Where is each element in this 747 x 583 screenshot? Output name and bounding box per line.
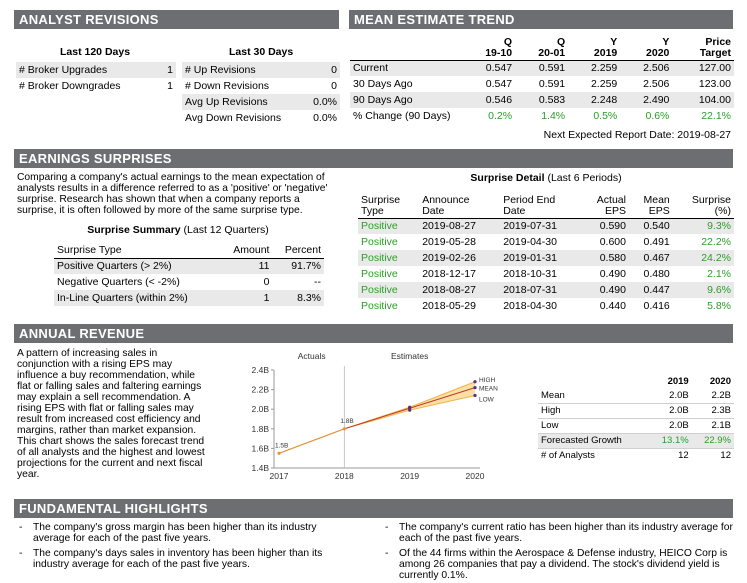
series-end-label: HIGH xyxy=(479,376,496,384)
table-header-row: 2019 2020 xyxy=(667,375,731,387)
high-line xyxy=(344,382,475,429)
highlight-item: - Of the 44 firms within the Aerospace & Defense industry, HEICO Corp is among 26 companies that pay a dividend. The stock's dividend yield is currently 0.1%. xyxy=(385,548,728,581)
x-tick-label: 2020 xyxy=(465,471,485,481)
earnings-surprises-header: EARNINGS SURPRISES xyxy=(14,149,733,168)
table-row: Positive 2018-12-17 2018-10-31 0.490 0.480 2.1% xyxy=(361,268,731,280)
low-line xyxy=(344,395,475,428)
y-tick-label: 2.4B xyxy=(251,365,269,375)
col-header: Y 2019 xyxy=(568,36,620,60)
table-row: 30 Days Ago 0.547 0.591 2.259 2.506 123.00 xyxy=(353,78,731,90)
estimate-range-band xyxy=(344,382,475,429)
row-label: Avg Down Revisions xyxy=(185,112,282,124)
table-row xyxy=(182,94,340,110)
x-tick-label: 2017 xyxy=(269,471,289,481)
actual-point xyxy=(277,452,280,455)
last30-header: Last 30 Days xyxy=(229,46,294,58)
row-label: # Broker Upgrades xyxy=(19,64,108,76)
table-header-row: Surprise Type Amount Percent xyxy=(54,242,324,258)
row-value: 1 xyxy=(167,64,173,76)
row-value: 1 xyxy=(167,80,173,92)
revenue-estimate-table xyxy=(538,374,734,463)
table-row: % Change (90 Days) 0.2% 1.4% 0.5% 0.6% 22.1% xyxy=(353,110,731,122)
actuals-line xyxy=(279,429,344,454)
series-end-label: LOW xyxy=(479,396,494,404)
last120-header: Last 120 Days xyxy=(60,46,131,58)
estimate-point xyxy=(408,409,411,412)
table-row: Negative Quarters (< -2%) 0 -- xyxy=(57,276,321,288)
table-row: Positive 2019-05-28 2019-04-30 0.600 0.491 22.2% xyxy=(361,236,731,248)
estimate-point xyxy=(473,394,476,397)
next-report-date: Next Expected Report Date: 2019-08-27 xyxy=(543,129,731,141)
estimate-trend-table xyxy=(350,36,734,124)
highlight-item: - The company's days sales in inventory has been higher than its industry average for each of the past five years. xyxy=(19,548,323,570)
table-header-row xyxy=(350,36,734,60)
data-label: 1.5B xyxy=(275,442,289,450)
table-row xyxy=(182,62,340,78)
highlight-item: - The company's current ratio has been higher than its industry average for each of the past five years. xyxy=(385,522,733,544)
y-tick-label: 1.8B xyxy=(251,423,269,434)
table-row: Forecasted Growth 13.1% 22.9% xyxy=(538,433,734,448)
row-value: 0 xyxy=(331,64,337,76)
surprise-summary-table xyxy=(54,242,324,306)
row-value: 0.0% xyxy=(313,96,337,108)
col-header: Q 19-10 xyxy=(462,36,515,60)
table-row: Mean 2.0B 2.2B xyxy=(538,388,734,403)
table-row: Low 2.0B 2.1B xyxy=(538,418,734,433)
surprise-detail-table xyxy=(358,194,734,314)
x-tick-label: 2018 xyxy=(334,471,354,481)
y-tick-label: 2.2B xyxy=(251,384,269,395)
table-header-row: Surprise Type Announce Date Period End Date Actual EPS Mean EPS Surprise (%) xyxy=(358,194,734,218)
table-row: # of Analysts 12 12 xyxy=(541,450,731,462)
row-value: 0.0% xyxy=(313,112,337,124)
fundamental-highlights-header: FUNDAMENTAL HIGHLIGHTS xyxy=(14,499,733,518)
row-label: # Down Revisions xyxy=(185,80,270,92)
revenue-description: A pattern of increasing sales in conjunction with a rising EPS may influence a buy recommendation, while flat or falling sales and faltering earnings may explain a sell recommendation. A rising EPS with flat or falling sales may result from increased cost efficiency and margins, rather than market expansion. This chart shows the sales forecast trend of all analysts and the highest and lowest projections for the current and next fiscal year. xyxy=(17,348,205,480)
row-label: # Broker Downgrades xyxy=(19,80,121,92)
estimates-section-label: Estimates xyxy=(391,351,429,361)
table-row xyxy=(182,110,340,126)
y-tick-label: 1.4B xyxy=(251,463,269,473)
table-row: High 2.0B 2.3B xyxy=(538,403,734,418)
table-row xyxy=(182,78,340,94)
surprise-summary-title: Surprise Summary (Last 12 Quarters) xyxy=(87,224,269,236)
actual-point xyxy=(343,427,346,430)
estimate-point xyxy=(473,386,476,389)
y-tick-label: 2.0B xyxy=(251,404,269,415)
row-label: # Up Revisions xyxy=(185,64,256,76)
col-header: Q 20-01 xyxy=(515,36,568,60)
series-end-label: MEAN xyxy=(479,385,498,393)
table-row: 90 Days Ago 0.546 0.583 2.248 2.490 104.00 xyxy=(350,92,734,108)
analyst-revisions-header: ANALYST REVISIONS xyxy=(14,10,339,29)
mean-estimate-trend-header: MEAN ESTIMATE TREND xyxy=(349,10,733,29)
surprise-detail-title: Surprise Detail (Last 6 Periods) xyxy=(470,172,622,184)
table-row xyxy=(16,62,176,78)
table-row: Positive 2018-08-27 2018-07-31 0.490 0.447 9.6% xyxy=(358,282,734,298)
y-tick-label: 1.6B xyxy=(251,443,269,454)
actuals-section-label: Actuals xyxy=(297,351,326,361)
revisions-120-table xyxy=(16,62,176,94)
table-row: Current 0.547 0.591 2.259 2.506 127.00 xyxy=(350,60,734,76)
col-header: Price Target xyxy=(672,36,734,60)
table-row: In-Line Quarters (within 2%) 1 8.3% xyxy=(54,290,324,306)
table-row: Positive Quarters (> 2%) 11 91.7% xyxy=(54,258,324,274)
col-header: Y 2020 xyxy=(620,36,672,60)
earnings-description: Comparing a company's actual earnings to the mean expectation of analysts results in a difference referred to as a 'positive' or 'negative' surprise. Research has shown that when a company reports a surprise, it is often followed by more of the same surprise type. xyxy=(17,172,328,216)
table-row: Positive 2018-05-29 2018-04-30 0.440 0.416 5.8% xyxy=(361,300,731,312)
row-label: Avg Up Revisions xyxy=(185,96,268,108)
revenue-chart xyxy=(230,348,530,488)
data-label: 1.8B xyxy=(340,417,354,425)
table-row xyxy=(16,78,176,94)
table-row: Positive 2019-02-26 2019-01-31 0.580 0.467 24.2% xyxy=(358,250,734,266)
table-row: Positive 2019-08-27 2019-07-31 0.590 0.540 9.3% xyxy=(358,218,734,234)
estimate-point xyxy=(473,380,476,383)
highlight-item: - The company's gross margin has been higher than its industry average for each of the past five years. xyxy=(19,522,317,544)
annual-revenue-header: ANNUAL REVENUE xyxy=(14,324,733,343)
x-tick-label: 2019 xyxy=(400,471,420,481)
revisions-30-table xyxy=(182,62,340,126)
row-value: 0 xyxy=(331,80,337,92)
